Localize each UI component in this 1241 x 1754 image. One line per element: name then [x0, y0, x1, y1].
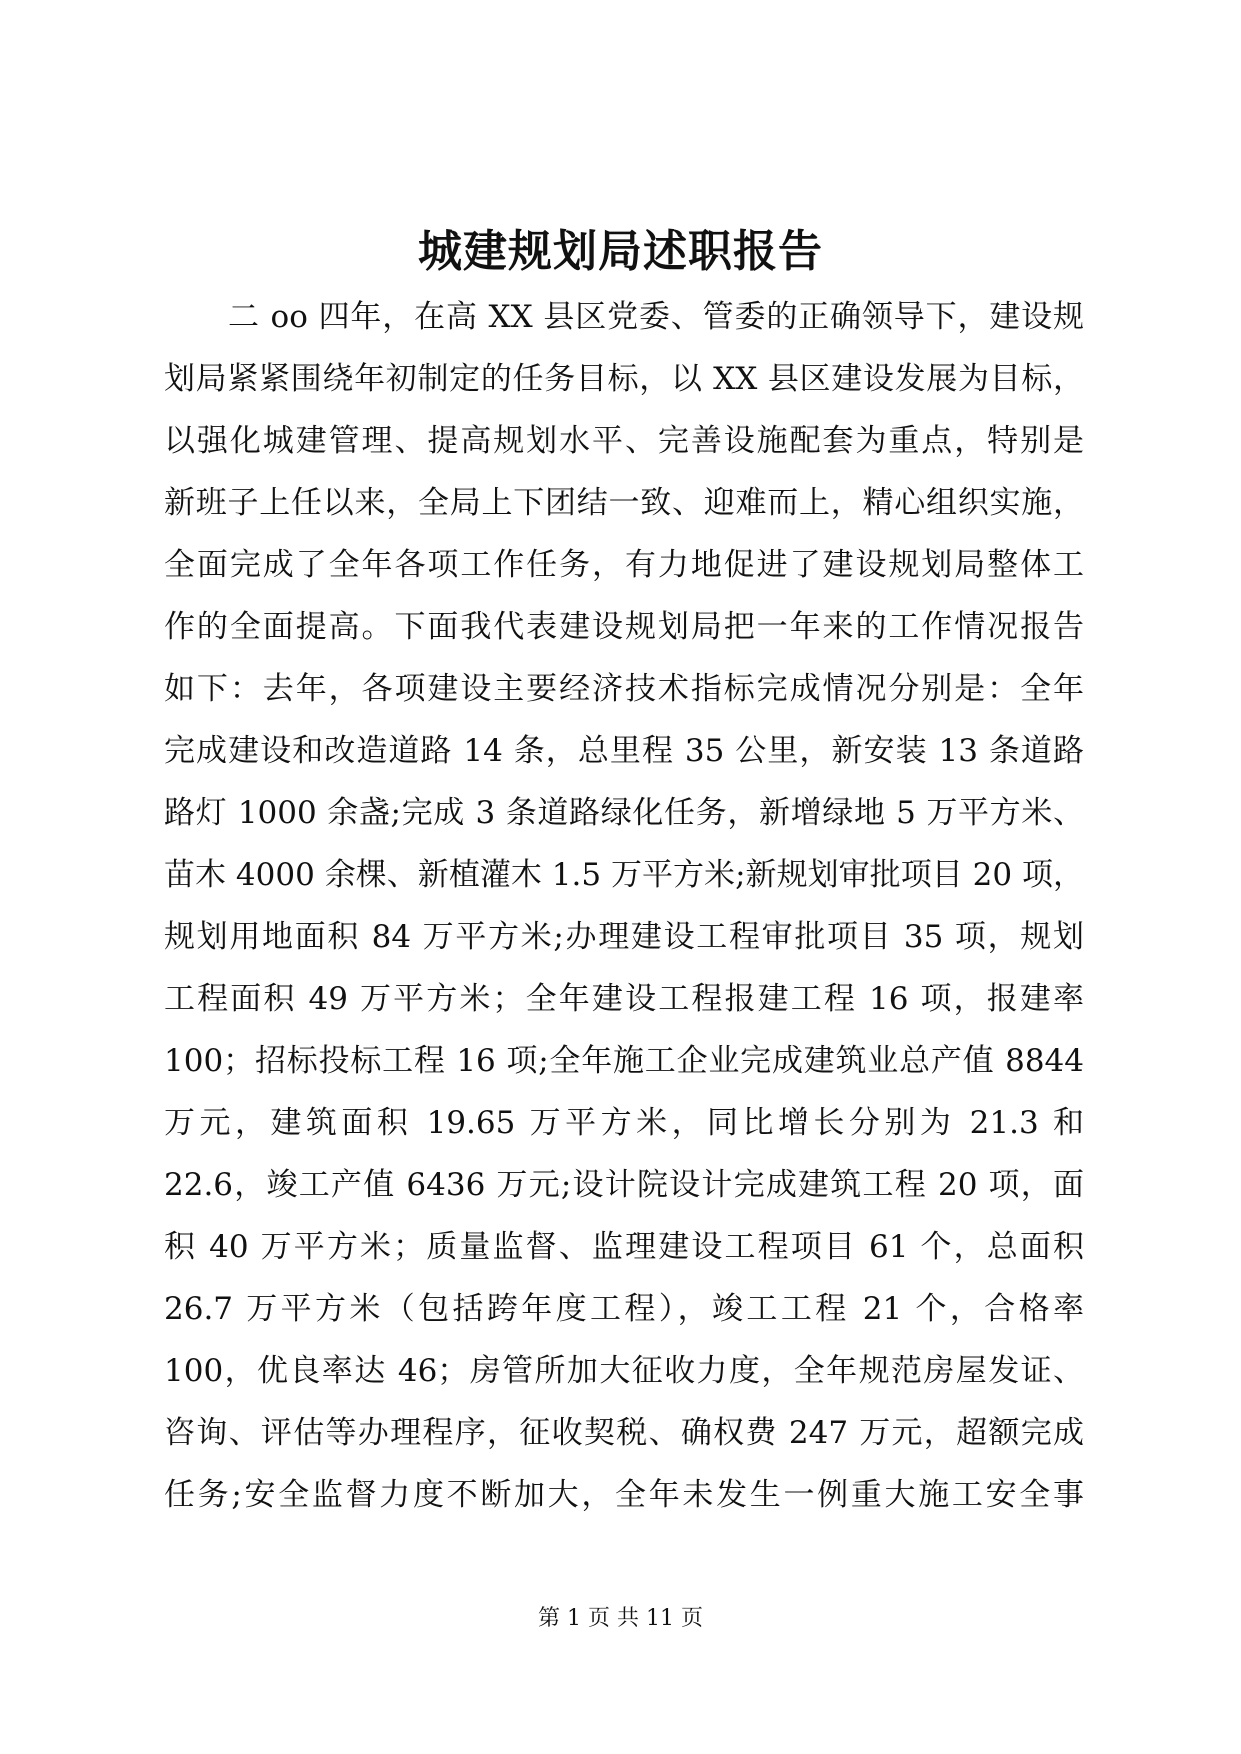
body-line: 全面完成了全年各项工作任务，有力地促进了建设规划局整体工 — [164, 547, 1084, 583]
body-line: 任务;安全监督力度不断加大，全年未发生一例重大施工安全事 — [164, 1477, 1084, 1513]
body-line: 26.7 万平方米（包括跨年度工程），竣工工程 21 个，合格率 — [164, 1291, 1084, 1327]
body-line: 路灯 1000 余盏;完成 3 条道路绿化任务，新增绿地 5 万平方米、 — [164, 795, 1084, 831]
body-line: 100，优良率达 46；房管所加大征收力度，全年规范房屋发证、 — [164, 1353, 1084, 1389]
body-line: 如下：去年，各项建设主要经济技术指标完成情况分别是：全年 — [164, 671, 1084, 707]
body-line: 二 oo 四年，在高 XX 县区党委、管委的正确领导下，建设规 — [228, 299, 1084, 335]
body-line: 100；招标投标工程 16 项;全年施工企业完成建筑业总产值 8844 — [164, 1043, 1084, 1079]
body-line: 咨询、评估等办理程序，征收契税、确权费 247 万元，超额完成 — [164, 1415, 1084, 1451]
body-line: 积 40 万平方米；质量监督、监理建设工程项目 61 个，总面积 — [164, 1229, 1084, 1265]
body-line: 苗木 4000 余棵、新植灌木 1.5 万平方米;新规划审批项目 20 项， — [164, 857, 1084, 893]
body-line: 完成建设和改造道路 14 条，总里程 35 公里，新安装 13 条道路 — [164, 733, 1084, 769]
body-line: 工程面积 49 万平方米；全年建设工程报建工程 16 项，报建率 — [164, 981, 1084, 1017]
body-line: 划局紧紧围绕年初制定的任务目标，以 XX 县区建设发展为目标， — [164, 361, 1084, 397]
body-line: 新班子上任以来，全局上下团结一致、迎难而上，精心组织实施， — [164, 485, 1084, 521]
body-line: 以强化城建管理、提高规划水平、完善设施配套为重点，特别是 — [164, 423, 1084, 459]
page-footer: 第 1 页 共 11 页 — [538, 1606, 703, 1631]
body-line: 作的全面提高。下面我代表建设规划局把一年来的工作情况报告 — [164, 609, 1084, 645]
document-title: 城建规划局述职报告 — [418, 226, 823, 277]
document-body — [164, 286, 1084, 1526]
body-line: 规划用地面积 84 万平方米;办理建设工程审批项目 35 项，规划 — [164, 919, 1084, 955]
body-line: 22.6，竣工产值 6436 万元;设计院设计完成建筑工程 20 项，面 — [164, 1167, 1084, 1203]
body-line: 万元，建筑面积 19.65 万平方米，同比增长分别为 21.3 和 — [164, 1105, 1084, 1141]
